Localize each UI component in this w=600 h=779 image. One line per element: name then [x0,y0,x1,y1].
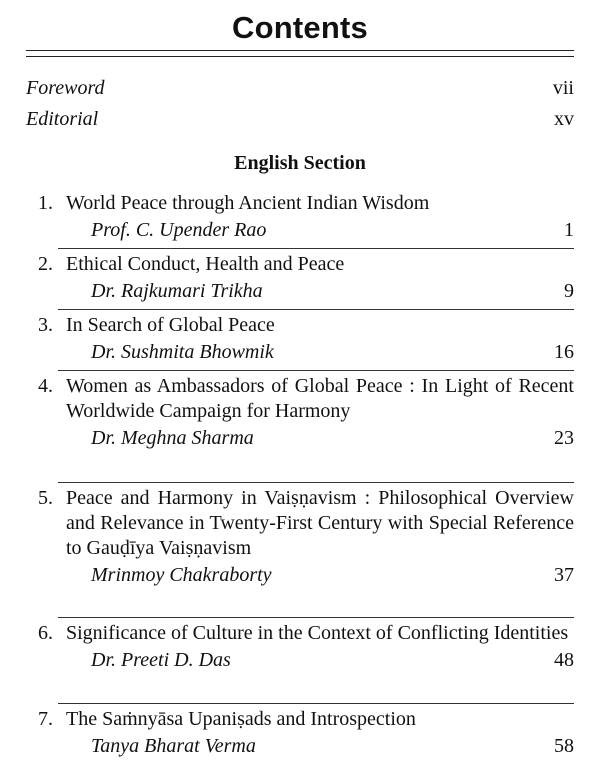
entry-author: Prof. C. Upender Rao [91,219,267,241]
toc-entry-5[interactable] [26,486,574,588]
entry-page: 1 [564,219,574,241]
entry-number: 4. [38,375,53,397]
entry-number: 2. [38,253,53,275]
entry-page: 9 [564,280,574,302]
entry-divider [58,370,574,371]
entry-divider [58,309,574,310]
entry-author: Dr. Meghna Sharma [91,427,254,449]
entry-author: Mrinmoy Chakraborty [91,564,272,586]
entry-author: Dr. Sushmita Bhowmik [91,341,274,363]
entry-title: In Search of Global Peace [66,314,275,336]
entry-page: 23 [554,427,574,449]
toc-entry-2[interactable] [26,252,574,304]
entry-divider [58,482,574,483]
entry-divider [58,617,574,618]
entry-number: 7. [38,708,53,730]
entry-page: 37 [554,564,574,586]
front-matter-label: Foreword [26,77,105,99]
entry-title: Women as Ambassadors of Global Peace : In Light of Recent Worldwide Campaign for Harmony [66,375,574,422]
entry-number: 5. [38,487,53,509]
entry-page: 16 [554,341,574,363]
toc-entry-4[interactable] [26,374,574,451]
entry-number: 1. [38,192,53,214]
front-matter-page: vii [552,77,574,99]
title-rule-bottom [26,56,574,57]
entry-divider [58,248,574,249]
front-matter-foreword[interactable] [26,77,574,100]
entry-title: World Peace through Ancient Indian Wisdom [66,192,430,214]
title-rule-top [26,50,574,51]
entry-title: Ethical Conduct, Health and Peace [66,253,345,275]
toc-entry-7[interactable] [26,707,574,759]
page-title: Contents [232,10,368,45]
entry-title: The Saṁnyāsa Upaniṣads and Introspection [66,708,416,730]
entry-number: 6. [38,622,53,644]
entry-page: 58 [554,735,574,757]
toc-entry-3[interactable] [26,313,574,365]
toc-entry-6[interactable] [26,621,574,673]
entry-number: 3. [38,314,53,336]
section-heading: English Section [234,152,366,174]
entry-page: 48 [554,649,574,671]
entry-author: Dr. Rajkumari Trikha [91,280,263,302]
front-matter-editorial[interactable] [26,108,574,131]
entry-author: Tanya Bharat Verma [91,735,256,757]
entry-divider [58,703,574,704]
front-matter-page: xv [554,108,574,130]
entry-author: Dr. Preeti D. Das [91,649,231,671]
front-matter-label: Editorial [26,108,99,130]
entry-title: Peace and Harmony in Vaiṣṇavism : Philosophical Overview and Relevance in Twenty-First Century with Special Reference to Gauḍīya Vaiṣṇavism [66,487,574,559]
entry-title: Significance of Culture in the Context of Conflicting Identities [66,622,569,644]
toc-entry-1[interactable] [26,191,574,243]
